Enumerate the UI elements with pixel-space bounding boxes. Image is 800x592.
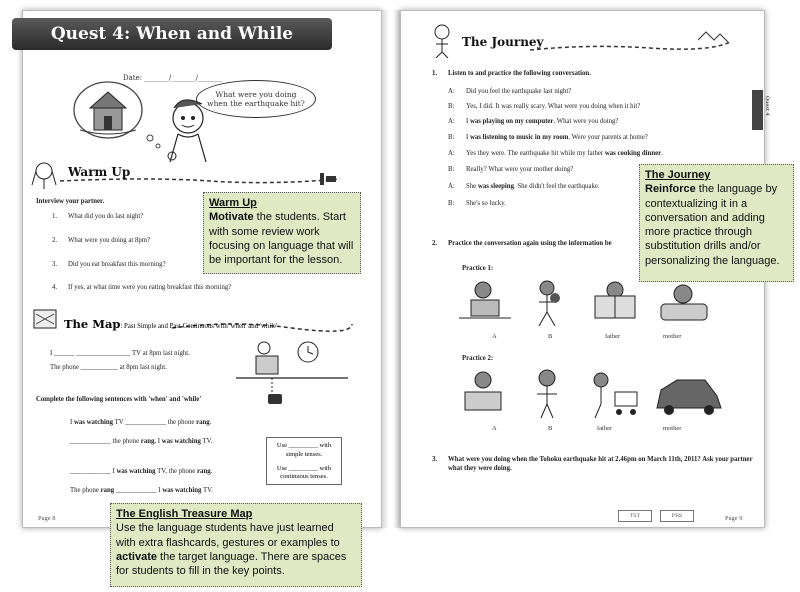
complete-sentence-1: I was watching TV ____________ the phone rang. [70,419,212,426]
question-number: 2. [52,237,58,244]
conversation-speaker: A: [448,118,455,125]
treasure-map-note [110,503,362,587]
practice-2-title: Practice 2: [462,355,494,362]
complete-sentence-3: ____________ I was watching TV, the phone rang. [70,468,213,475]
conversation-speaker: B: [448,200,455,207]
complete-sentence-2: ____________ the phone rang, I was watching TV. [70,438,213,445]
tst-tag: TST [618,510,652,522]
journey-q3: What were you doing when the Tohoku earthquake hit at 2.46pm on March 11th, 2011? Ask your partner what they were doing. [448,456,753,472]
conversation-speaker: A: [448,150,455,157]
warm-up-question: If yes, at what time were you eating breakfast this morning? [68,284,232,291]
use-rule-line: Use _________ with [276,464,332,472]
note-title: Warm Up [209,197,257,209]
car-icon [657,380,721,415]
map-line-1: I ______ ________________ TV at 8pm last night. [50,350,190,357]
prs-tag: PRS [660,510,694,522]
warm-up-question: What were you doing at 8pm? [68,237,151,244]
person-washing-icon [465,372,501,410]
conversation-speaker: A: [448,88,455,95]
quest-tab [752,90,763,130]
practice-1-illustrations [455,278,725,330]
practice-2-label: A [492,425,497,432]
warm-up-title: Warm Up [68,165,131,179]
question-number: 3. [432,456,438,463]
person-basketball-icon [539,281,560,326]
practice-1-title: Practice 1: [462,265,494,272]
question-number: 2. [432,240,438,247]
practice-2-label: B [548,425,553,432]
practice-1-label: father [605,333,621,340]
conversation-line: Really? What were your mother doing? [466,166,574,173]
question-number: 3. [52,261,58,268]
conversation-line: Yes they were. The earthquake hit while my father was cooking dinner. [466,150,663,157]
journey-q1: Listen to and practice the following conversation. [448,70,591,77]
person-standing-icon [537,370,557,418]
note-keyword: Motivate [209,211,254,224]
conversation-line: I was playing on my computer. What were you doing? [466,118,619,125]
speech-bubble: What were you doing when the earthquake hit? [196,80,316,118]
question-number: 1. [52,213,58,220]
complete-instruction: Complete the following sentences with 'when' and 'while' [36,396,202,403]
use-rule-line: simple tenses. [285,450,323,458]
note-keyword: activate [116,550,157,563]
conversation-speaker: B: [448,134,455,141]
conversation-line: She's so lucky. [466,200,506,207]
practice-2-label: mother [663,425,682,432]
note-body: the students. Start with some review work focusing on language that will be important for the lesson. [209,211,354,267]
practice-2-label: father [597,425,613,432]
journey-note [639,164,794,282]
conversation-line: I was listening to music in my room. Were your parents at home? [466,134,648,141]
person-reading-icon [595,282,635,318]
practice-2-illustrations [455,368,725,422]
use-rule-line: continuous tenses. [280,473,328,481]
tv-phone-timeline-illustration [232,336,352,408]
conversation-speaker: B: [448,103,455,110]
page-number-right: Page 9 [725,515,743,522]
practice-1-label: mother [663,333,682,340]
warm-up-note [203,192,361,274]
warm-up-question: What did you do last night? [68,213,144,220]
note-body: the target language. There are spaces for students to fill in the key points. [116,550,347,578]
conversation-line: Yes, I did. It was really scary. What were you doing when it hit? [466,103,641,110]
complete-sentence-4: The phone rang ____________ I was watching TV. [70,487,213,494]
person-shopping-cart-icon [594,373,637,418]
the-map-title: The Map [64,317,121,331]
map-line-2: The phone ___________ at 8pm last night. [50,364,167,371]
book-spine [382,10,400,528]
page-number-left: Page 8 [38,515,56,522]
practice-1-label: B [548,333,553,340]
note-body: Use the language students have just learned with extra flashcards, gestures or examples to [116,522,340,549]
warm-up-instruction: Interview your partner. [36,198,105,205]
use-rule-box [266,437,342,485]
conversation-line: She was sleeping. She didn't feel the earthquake. [466,183,600,190]
question-number: 1. [432,70,438,77]
quest-banner: Quest 4: When and While [12,18,332,50]
journey-q2: Practice the conversation again using the information be [448,240,612,247]
question-number: 4. [52,284,58,291]
use-rule-line: Use _________ with [276,442,332,449]
practice-1-label: A [492,333,497,340]
quest-tab-label: Quest 4 [764,96,770,116]
the-map-subtitle: : Past Simple and Past Continuous with 'when' and 'while' [120,323,278,330]
note-title: The English Treasure Map [116,508,253,520]
note-keyword: Reinforce [645,183,696,196]
note-body: the language by contextualizing it in a conversation and adding more practice through substitution drills and/or personalizing the language. [645,183,780,267]
note-title: The Journey [645,169,711,181]
conversation-speaker: B: [448,166,455,173]
the-map-heading [64,313,277,332]
warm-up-question: Did you eat breakfast this morning? [68,261,166,268]
person-computer-icon [459,282,511,318]
conversation-line: Did you feel the earthquake last night? [466,88,572,95]
date-line: Date: _______/_______/_______ [123,74,223,82]
person-sleeping-icon [661,285,707,320]
journey-title: The Journey [462,35,544,49]
conversation-speaker: A: [448,183,455,190]
